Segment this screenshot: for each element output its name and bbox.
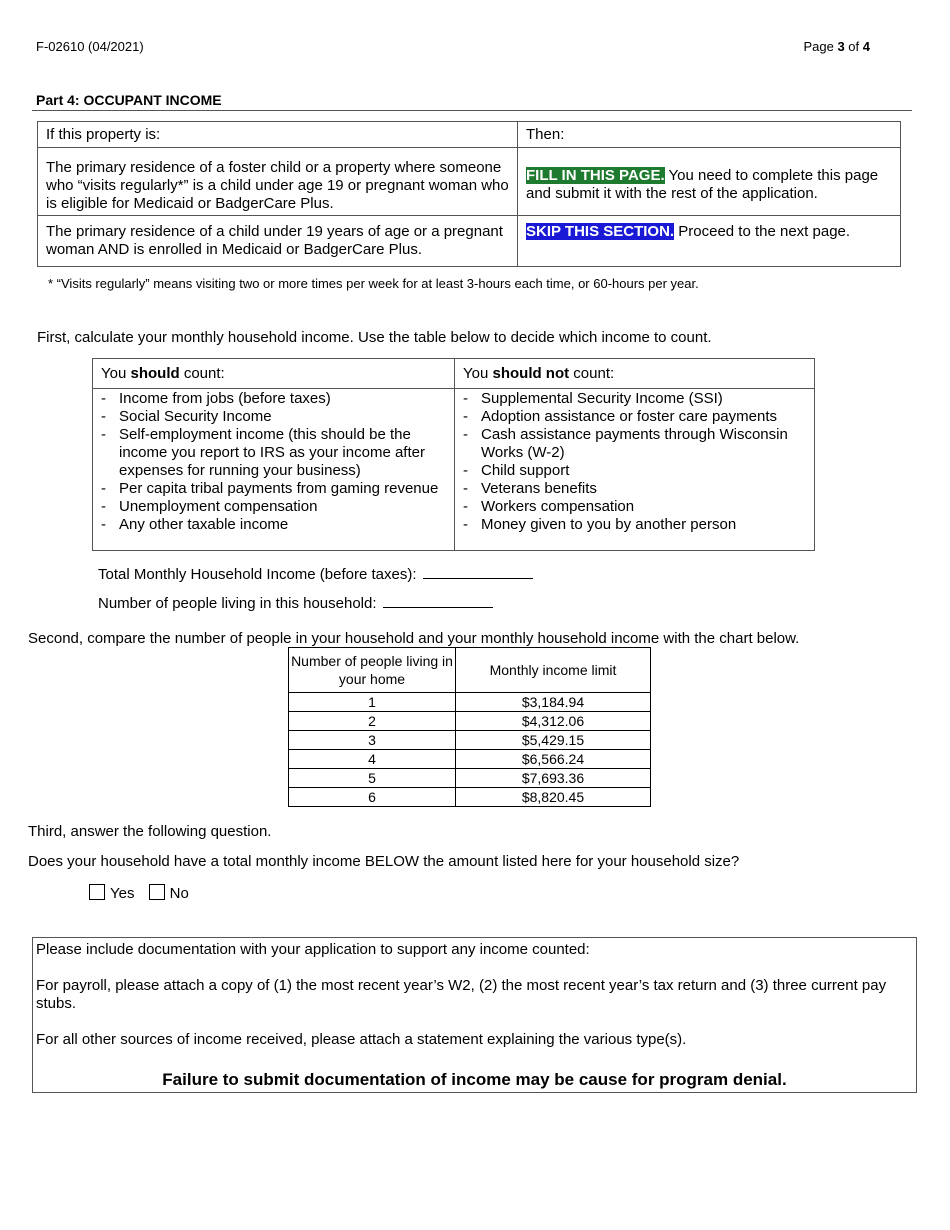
- income-limit-table: [288, 647, 651, 807]
- list-item: - Social Security Income: [93, 408, 446, 426]
- page-prefix: Page: [803, 39, 838, 54]
- list-item: - Cash assistance payments through Wisconsin Works (W-2): [455, 426, 806, 462]
- people-cell: 4: [289, 750, 456, 769]
- limit-cell: $5,429.15: [456, 731, 651, 750]
- list-item: - Veterans benefits: [455, 480, 806, 498]
- should-prefix: You: [101, 364, 131, 382]
- limit-cell: $3,184.94: [456, 693, 651, 712]
- documentation-warning: Failure to submit documentation of income may be cause for program denial.: [162, 1070, 787, 1089]
- table-row: [289, 750, 651, 769]
- should-count-list-cell: [93, 389, 455, 551]
- people-cell: 5: [289, 769, 456, 788]
- table-row: [289, 712, 651, 731]
- action-cell: [518, 216, 901, 267]
- list-item: - Self-employment income (this should be the income you report to IRS as your income after expenses for running your business): [93, 426, 446, 480]
- income-question: Does your household have a total monthly income BELOW the amount listed here for your household size?: [28, 853, 740, 870]
- documentation-intro: Please include documentation with your application to support any income counted:: [36, 941, 590, 958]
- condition-table-header: [38, 122, 901, 148]
- should-not-prefix: You: [463, 364, 493, 382]
- condition-row: [38, 216, 901, 267]
- list-item: - Child support: [455, 462, 806, 480]
- page-of: of: [844, 39, 863, 54]
- page-current: 3: [837, 39, 845, 54]
- answer-options: [89, 884, 189, 902]
- should-not-suffix: count:: [569, 364, 615, 382]
- count-table: [92, 358, 815, 551]
- total-income-field: [98, 564, 533, 583]
- table-row: [289, 788, 651, 807]
- list-item: - Workers compensation: [455, 498, 806, 516]
- first-instruction: First, calculate your monthly household income. Use the table below to decide which income to count.: [37, 329, 712, 346]
- people-cell: 2: [289, 712, 456, 731]
- yes-label: Yes: [110, 885, 135, 902]
- page-number: [803, 39, 870, 54]
- third-instruction: Third, answer the following question.: [28, 823, 272, 840]
- people-cell: 1: [289, 693, 456, 712]
- people-header: Number of people living in your home: [289, 648, 456, 693]
- list-item: - Supplemental Security Income (SSI): [455, 390, 806, 408]
- limit-header: Monthly income limit: [456, 648, 651, 693]
- should-not-bold: should not: [492, 364, 570, 382]
- fill-in-highlight: FILL IN THIS PAGE.: [526, 167, 665, 184]
- condition-row: [38, 148, 901, 216]
- action-header: Then:: [518, 122, 901, 148]
- no-label: No: [169, 885, 189, 902]
- limit-cell: $8,820.45: [456, 788, 651, 807]
- table-row: [289, 693, 651, 712]
- limit-cell: $6,566.24: [456, 750, 651, 769]
- condition-text: The primary residence of a child under 19 years of age or a pregnant woman AND is enrolled in Medicaid or BadgerCare Plus.: [38, 216, 518, 267]
- condition-header: If this property is:: [38, 122, 518, 148]
- should-suffix: count:: [179, 364, 225, 382]
- list-item: - Money given to you by another person: [455, 516, 806, 534]
- part-divider: [32, 110, 912, 111]
- should-bold: should: [130, 364, 180, 382]
- should-count-header: [93, 359, 455, 389]
- limit-cell: $7,693.36: [456, 769, 651, 788]
- yes-checkbox[interactable]: [89, 884, 105, 900]
- second-instruction: Second, compare the number of people in your household and your monthly household income with the chart below.: [28, 630, 800, 647]
- condition-table: [37, 121, 901, 267]
- footnote: * “Visits regularly” means visiting two or more times per week for at least 3-hours each time, or 60-hours per year.: [48, 276, 699, 291]
- no-checkbox[interactable]: [149, 884, 165, 900]
- table-row: [289, 769, 651, 788]
- action-cell: [518, 148, 901, 216]
- action-text: You need to complete this page and submit it with the rest of the application.: [526, 167, 879, 202]
- documentation-payroll: For payroll, please attach a copy of (1) the most recent year’s W2, (2) the most recent year’s tax return and (3) three current pay stubs.: [36, 977, 887, 1012]
- list-item: - Income from jobs (before taxes): [93, 390, 446, 408]
- condition-text: The primary residence of a foster child or a property where someone who “visits regularly*” is a child under age 19 or pregnant woman who is eligible for Medicaid or BadgerCare Plus.: [38, 148, 518, 216]
- page-total: 4: [862, 39, 870, 54]
- documentation-other: For all other sources of income received, please attach a statement explaining the various type(s).: [36, 1031, 687, 1048]
- list-item: - Unemployment compensation: [93, 498, 446, 516]
- documentation-box: [32, 937, 917, 1093]
- should-not-count-list-cell: [455, 389, 815, 551]
- part-title: Part 4: OCCUPANT INCOME: [36, 92, 222, 108]
- income-limit-header: [289, 648, 651, 693]
- count-table-header: [93, 359, 815, 389]
- list-item: - Any other taxable income: [93, 516, 446, 534]
- list-item: - Per capita tribal payments from gaming revenue: [93, 480, 446, 498]
- list-item: - Adoption assistance or foster care payments: [455, 408, 806, 426]
- table-row: [289, 731, 651, 750]
- action-text: Proceed to the next page.: [674, 223, 851, 240]
- should-not-count-header: [455, 359, 815, 389]
- household-size-label: Number of people living in this household:: [98, 595, 377, 612]
- people-cell: 6: [289, 788, 456, 807]
- household-size-input[interactable]: [383, 593, 493, 608]
- household-size-field: [98, 593, 493, 612]
- should-count-list: [93, 390, 446, 534]
- count-table-body: [93, 389, 815, 551]
- form-id: F-02610 (04/2021): [36, 39, 144, 54]
- total-income-input[interactable]: [423, 564, 533, 579]
- total-income-label: Total Monthly Household Income (before taxes):: [98, 566, 417, 583]
- limit-cell: $4,312.06: [456, 712, 651, 731]
- skip-highlight: SKIP THIS SECTION.: [526, 223, 675, 240]
- people-cell: 3: [289, 731, 456, 750]
- should-not-count-list: [455, 390, 806, 534]
